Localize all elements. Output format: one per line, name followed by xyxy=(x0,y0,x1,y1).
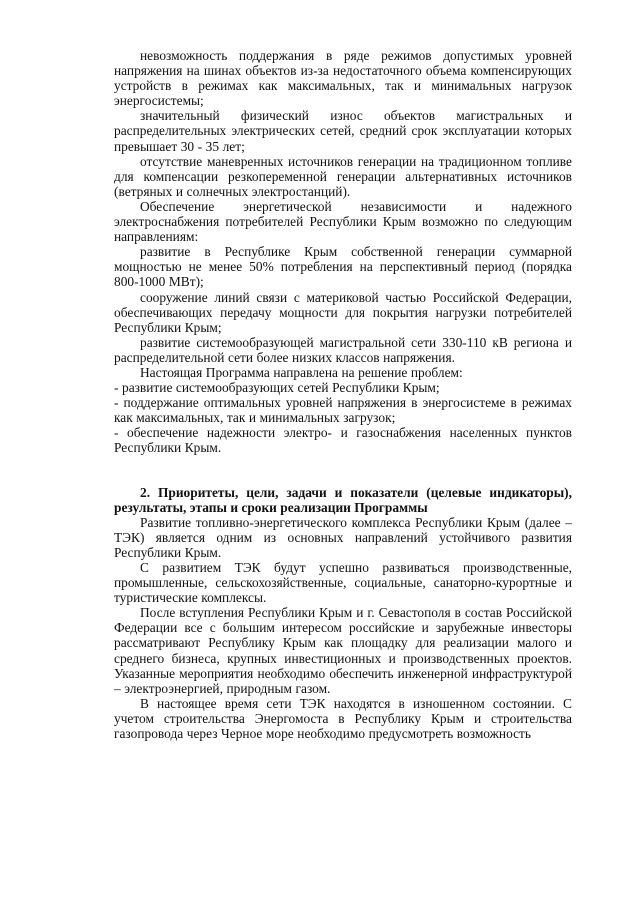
list-item-voltage-levels: - поддержание оптимальных уровней напряжения в энергосистеме в режимах как максимальных, так и минимальных загрузок; xyxy=(114,395,572,426)
paragraph-independence-intro: Обеспечение энергетической независимости и надежного электроснабжения потребителей Республики Крым возможно по следующим направлениям: xyxy=(114,198,572,245)
paragraph-voltage-issue: невозможность поддержания в ряде режимов допустимых уровней напряжения на шинах объектов из-за недостаточного объема компенсирующих устройств в режимах как максимальных, так и минимальных нагрузок энергосистемы; xyxy=(114,48,572,109)
paragraph-generation-issue: отсутствие маневренных источников генерации на традиционном топливе для компенсации резкопеременной генерации альтернативных источников (ветряных и солнечных электростанций). xyxy=(114,153,572,199)
paragraph-program-aims: Настоящая Программа направлена на решение проблем: xyxy=(140,364,463,380)
document-body xyxy=(114,48,572,741)
paragraph-network-development: развитие системообразующей магистральной сети 330-110 кВ региона и распределительной сети более низких классов напряжения. xyxy=(114,334,572,365)
paragraph-complexes: С развитием ТЭК будут успешно развиваться производственные, промышленные, сельскохозяйственные, социальные, санаторно-курортные и туристические комплексы. xyxy=(114,560,572,606)
paragraph-communication-lines: сооружение линий связи с материковой частью Российской Федерации, обеспечивающих передачу мощности для покрытия нагрузки потребителей Республики Крым; xyxy=(114,289,572,335)
list-item-system-networks: - развитие системообразующих сетей Республики Крым; xyxy=(114,380,440,396)
list-item-supply-reliability: - обеспечение надежности электро- и газоснабжения населенных пунктов Республики Крым. xyxy=(114,425,572,456)
section-heading: 2. Приоритеты, цели, задачи и показатели (целевые индикаторы), результаты, этапы и сроки реализации Программы xyxy=(114,484,572,515)
paragraph-investors: После вступления Республики Крым и г. Севастополя в состав Российской Федерации все с большим интересом российские и зарубежные инвесторы рассматривают Республику Крым как площадку для реализации малого и среднего бизнеса, крупных инвестиционных и производственных проектов. Указанные мероприятия необходимо обеспечить инженерной инфраструктурой – электроэнергией, природным газом. xyxy=(114,605,572,696)
paragraph-wear-issue: значительный физический износ объектов магистральных и распределительных электрических сетей, средний срок эксплуатации которых превышает 30 - 35 лет; xyxy=(114,108,572,154)
paragraph-current-state: В настоящее время сети ТЭК находятся в изношенном состоянии. С учетом строительства Энергомоста в Республику Крым и строительства газопровода через Черное море необходимо предусмотреть возможность xyxy=(114,695,572,742)
paragraph-tek-development: Развитие топливно-энергетического комплекса Республики Крым (далее – ТЭК) является одним из основных направлений устойчивого развития Республики Крым. xyxy=(114,514,572,560)
paragraph-own-generation: развитие в Республике Крым собственной генерации суммарной мощностью не менее 50% потребления на перспективный период (порядка 800-1000 МВт); xyxy=(114,244,572,290)
